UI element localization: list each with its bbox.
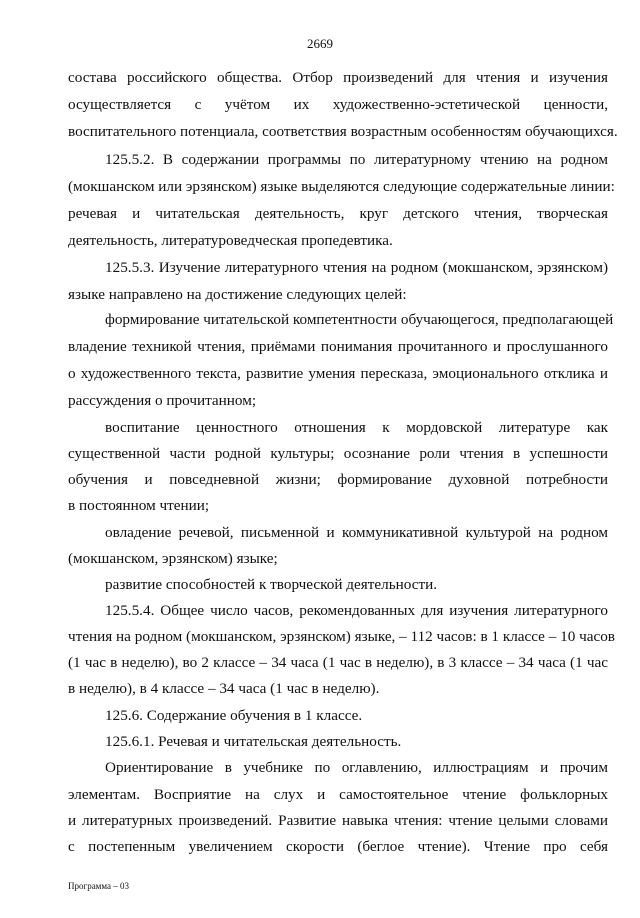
text-line: (1 час в неделю), во 2 классе – 34 часа (1 час в неделю), в 3 классе – 34 часа (1 час [68,654,608,671]
text-line: рассуждения о прочитанном; [68,392,257,409]
text-line: языке направлено на достижение следующих целей: [68,286,407,303]
text-line: 125.5.4. Общее число часов, рекомендованных для изучения литературного [105,602,608,619]
page-number: 2669 [307,36,333,51]
text-line: 125.5.3. Изучение литературного чтения на родном (мокшанском, эрзянском) [105,259,608,276]
text-line: воспитание ценностного отношения к мордовской литературе как [105,419,608,436]
text-line: овладение речевой, письменной и коммуникативной культурой на родном [105,524,608,541]
text-line: осуществляется с учётом их художественно-эстетической ценности, [68,96,608,113]
text-line: с постепенным увеличением скорости (беглое чтение). Чтение про себя [68,838,608,855]
text-line: элементам. Восприятие на слух и самостоятельное чтение фольклорных [68,786,608,803]
text-line: (мокшанском, эрзянском) языке; [68,550,278,567]
text-line: чтения на родном (мокшанском, эрзянском) языке, – 112 часов: в 1 классе – 10 часов [68,628,615,645]
text-line: речевая и читательская деятельность, круг детского чтения, творческая [68,205,608,222]
text-line: формирование читательской компетентности обучающегося, предполагающей [105,311,614,328]
text-line: обучения и повседневной жизни; формирование духовной потребности [68,471,608,488]
text-line: состава российского общества. Отбор произведений для чтения и изучения [68,69,608,86]
text-line: деятельность, литературоведческая пропедевтика. [68,232,393,249]
text-line: существенной части родной культуры; осознание роли чтения в успешности [68,445,608,462]
text-line: в постоянном чтении; [68,497,210,514]
text-line: и литературных произведений. Развитие навыка чтения: чтение целыми словами [68,812,608,829]
text-line: о художественного текста, развитие умения пересказа, эмоционального отклика и [68,365,608,382]
text-line: (мокшанском или эрзянском) языке выделяются следующие содержательные линии: [68,178,615,195]
footer-label: Программа – 03 [68,881,130,891]
text-line: развитие способностей к творческой деятельности. [105,576,438,593]
text-line: Ориентирование в учебнике по оглавлению, иллюстрациям и прочим [105,759,608,776]
subsection-heading: 125.6.1. Речевая и читательская деятельность. [105,733,402,750]
text-line: воспитательного потенциала, соответствия возрастным особенностям обучающихся. [68,123,618,140]
text-line: владение техникой чтения, приёмами понимания прочитанного и прослушанного [68,338,608,355]
text-line: в неделю), в 4 классе – 34 часа (1 час в неделю). [68,680,380,697]
text-line: 125.5.2. В содержании программы по литературному чтению на родном [105,151,608,168]
section-heading: 125.6. Содержание обучения в 1 классе. [105,707,363,724]
